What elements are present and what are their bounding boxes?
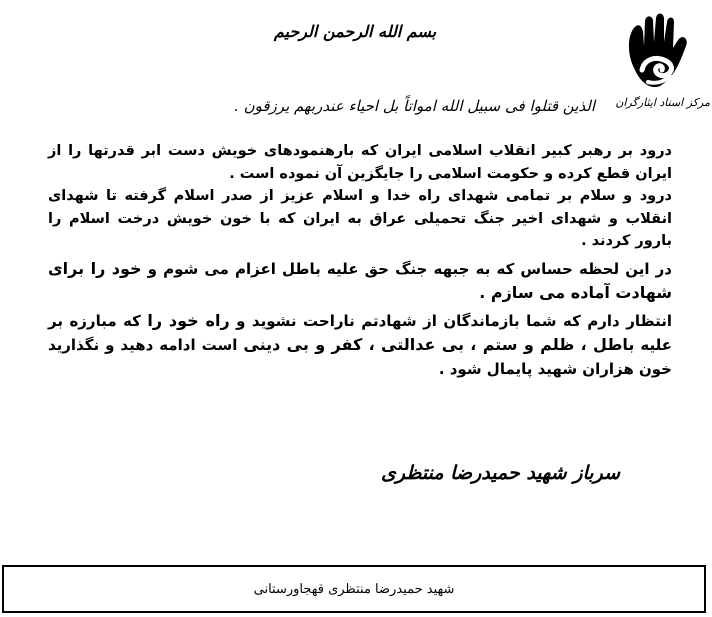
paragraph-2: درود و سلام بر تمامی شهدای راه خدا و اسلام عزیز از صدر اسلام گرفته تا شهدای انقلاب و شهدای اخیر جنگ تحمیلی عراق به ایران که با خون خویش درخت اسلام را بارور کردند .: [48, 188, 672, 249]
caption-text: شهید حمیدرضا منتظری قهجاورستانی: [253, 581, 455, 597]
basmala-heading: بسم الله الرحمن الرحیم: [273, 22, 437, 41]
paragraph-4-text-b: که مبارزه بر علیه: [48, 311, 673, 354]
paragraph-3: [48, 257, 672, 305]
paragraph-4: [48, 309, 672, 381]
quran-verse: الذین قتلوا فی سبیل الله امواتاً بل احیاء عندربهم یرزقون .: [234, 97, 595, 115]
paragraph-4-emphasis-a: راه خود را: [147, 310, 230, 330]
caption-box: [2, 565, 706, 613]
paragraph-4-text-c: است ادامه دهید و نگذارید خون هزاران شهید پایمال شود .: [48, 335, 672, 378]
logo-caption: مرکز اسناد ایثارگران: [615, 96, 710, 109]
paragraph-4-emphasis-b: باطل ، ظلم و ستم ، بی عدالتی ، کفر و بی دینی: [243, 334, 635, 354]
paragraph-3-emphasis: خود را برای شهادت آماده می سازم .: [48, 258, 672, 302]
paragraph-3-text: در این لحظه حساس که به جبهه جنگ حق علیه باطل اعزام می شوم و: [141, 259, 672, 278]
letter-body: [48, 140, 672, 381]
signature: سرباز شهید حمیدرضا منتظری: [380, 462, 620, 484]
paragraph-4-text-a: انتظار دارم که شما بازماندگان از شهادتم ناراحت نشوید و: [229, 311, 673, 330]
hand-logo-icon: [612, 8, 708, 108]
paragraph-1: درود بر رهبر کبیر انقلاب اسلامی ایران که بارهنمودهای خویش دست ابر قدرتها را از ایران قطع کرده و حکومت اسلامی را جایگزین آن نموده است .: [48, 143, 672, 182]
